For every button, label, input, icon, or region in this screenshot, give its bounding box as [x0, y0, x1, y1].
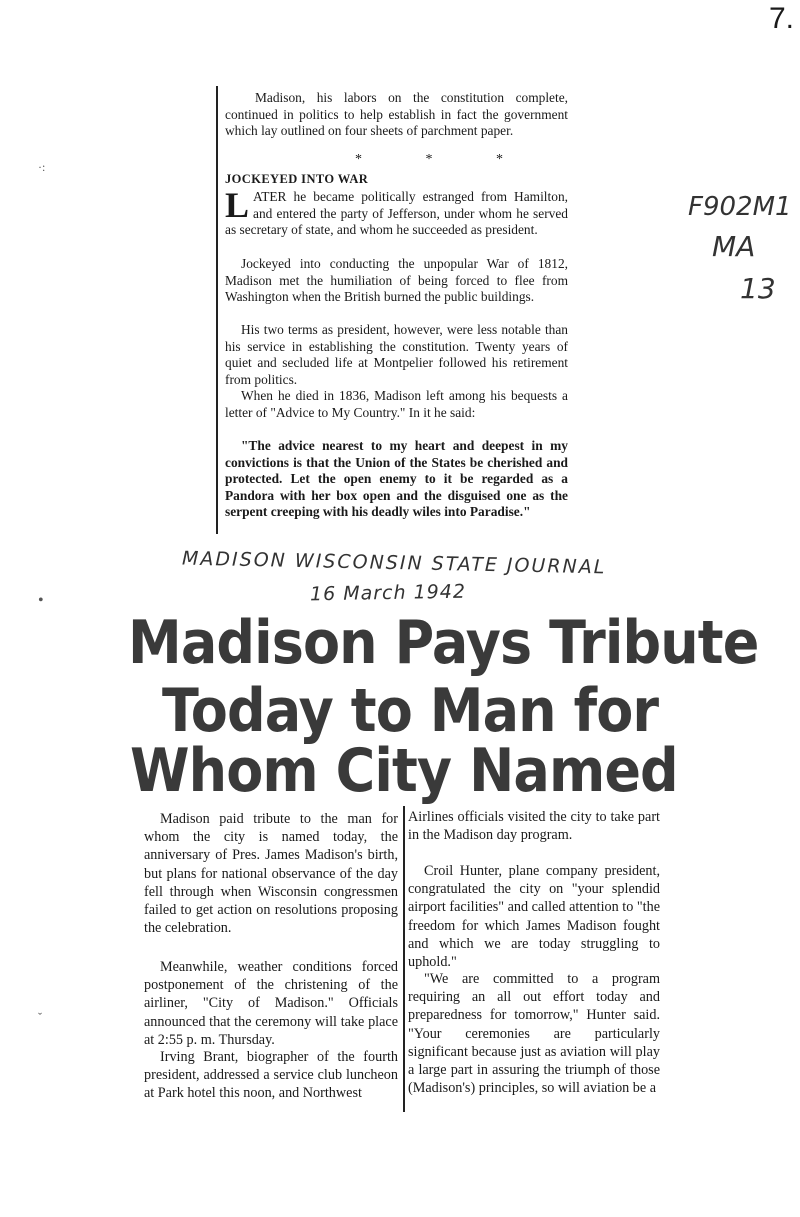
margin-mark-1: ·: — [38, 160, 46, 174]
top-paragraph-2 — [225, 185, 568, 239]
top-paragraph-2-text: ATER he became politically estranged from Hamilton, and entered the party of Jefferson, under whom he served as secretary of state, and whom he succeeded as president. — [225, 189, 568, 238]
headline-line-3: Whom City Named — [130, 736, 678, 806]
article-right-paragraph-2: Croil Hunter, plane company president, congratulated the city on "your splendid airport facilities" and called attention to "the freedom for which James Madison fought and which we are today struggling to uphold." — [408, 863, 660, 971]
top-paragraph-5: When he died in 1836, Madison left among his bequests a letter of "Advice to My Country." In it he said: — [225, 388, 568, 420]
handwritten-date: 16 March 1942 — [309, 580, 467, 606]
section-subhead: JOCKEYED INTO WAR — [225, 172, 369, 186]
handwritten-catalog-number: F902M1 — [688, 192, 792, 222]
headline-line-1: Madison Pays Tribute — [128, 608, 759, 678]
margin-mark-2: • — [38, 592, 44, 609]
article-right-paragraph-3: "We are committed to a program requiring an all out effort today and preparedness for tomorrow," Hunter said. "Your ceremonies are particularly significant because just as aviation will play a large part in assuring the triumph of those (Madison's) principles, so will aviation be a — [408, 971, 660, 1097]
column-rule-bottom — [403, 806, 405, 1112]
page-number: 7. — [768, 2, 794, 35]
article-left-paragraph-2: Meanwhile, weather conditions forced postponement of the christening of the airliner, "City of Madison." Officials announced that the ceremony will take place at 2:55 p. m. Thursday. — [144, 959, 398, 1048]
article-left-paragraph-1: Madison paid tribute to the man for whom the city is named today, the anniversary of Pres. James Madison's birth, but plans for national observance of the day fell through when Wisconsin congressmen failed to get action on resolutions proposing the celebration. — [144, 811, 398, 937]
article-left-paragraph-3: Irving Brant, biographer of the fourth president, addressed a service club luncheon at Park hotel this noon, and Northwest — [144, 1049, 398, 1102]
handwritten-13: 13 — [740, 272, 776, 305]
handwritten-publication: MADISON WISCONSIN STATE JOURNAL — [181, 547, 607, 579]
margin-mark-3: ˇ — [38, 1010, 42, 1024]
headline-line-2: Today to Man for — [162, 676, 659, 746]
article-right-paragraph-1: Airlines officials visited the city to take part in the Madison day program. — [408, 809, 660, 844]
section-divider-stars: * * * — [355, 152, 533, 167]
advice-quote: "The advice nearest to my heart and deepest in my convictions is that the Union of the States be cherished and protected. Let the open enemy to it be regarded as a Pandora with her box open and the disguised one as the serpent creeping with his deadly wiles into Paradise." — [225, 438, 568, 520]
top-paragraph-4: His two terms as president, however, were less notable than his service in establishing the constitution. Twenty years of quiet and secluded life at Montpelier followed his retirement from politics. — [225, 322, 568, 387]
top-paragraph-3: Jockeyed into conducting the unpopular War of 1812, Madison met the humiliation of being forced to flee from Washington when the British burned the public buildings. — [225, 256, 568, 305]
top-paragraph-1: Madison, his labors on the constitution complete, continued in politics to help establish in fact the government which lay outlined on four sheets of parchment paper. — [225, 90, 568, 139]
column-rule-top — [216, 86, 218, 534]
handwritten-ma: MA — [712, 230, 756, 263]
drop-cap: L — [225, 185, 250, 225]
